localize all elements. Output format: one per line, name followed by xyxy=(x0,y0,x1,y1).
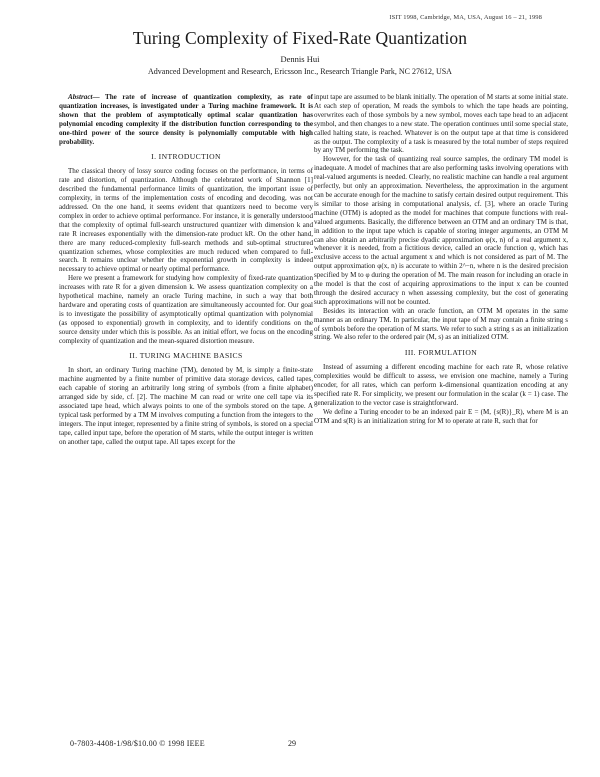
paragraph: The classical theory of lossy source coding focuses on the performance, in terms of rate and distortion, of quantization. Although the celebrated work of Shannon [1] described the fundamental performance limits of quantization, the important issue of complexity, in terms of the implementation costs of encoding and decoding, was not addressed. On the one hand, it seems evident that quantizers need to become very complex in order to achieve optimal performance. For instance, it is generally understood that the complexity of optimal full-search unstructured quantizer with dimension k and rate R increases exponentially with the dimension-rate product kR. On the other hand, there are many reduced-complexity full-search methods and sub-optimal structured quantization schemes, whose complexities are much reduced when compared to full-search. It remains unclear whether the exponential growth in complexity is indeed necessary to achieve optimal or nearly optimal performance. xyxy=(59,167,313,274)
paragraph: In short, an ordinary Turing machine (TM), denoted by M, is simply a finite-state machine augmented by a finite number of primitive data storage devices, called tapes, each capable of storing an arbitrarily long string of symbols (from a finite alphabet) arranged side by side, cf. [2]. The machine M can read or write one cell tape via its associated tape head, which always points to one of the symbols stored on the tape. A typical task performed by a TM M involves computing a function from the integers to the integers. The input integer, represented by a finite string of symbols, is stored on a special tape, called input tape, before the operation of M starts, while the output integer is written on another tape, called the output tape. All tapes except for the xyxy=(59,366,313,446)
copyright-notice: 0-7803-4408-1/98/$10.00 © 1998 IEEE xyxy=(70,739,205,748)
left-column xyxy=(59,93,313,447)
paragraph: Besides its interaction with an oracle function, an OTM M operates in the same manner as an ordinary TM. In particular, the input tape of M may contain a finite string s of symbols before the operation of M starts. We refer to such a string s as an initialization string. We also refer to the ordered pair (M, s) as an initialized OTM. xyxy=(314,306,568,342)
paragraph: input tape are assumed to be blank initially. The operation of M starts at some initial state. At each step of operation, M reads the symbols to which the tape heads are pointing, overwrites each of those symbols by a new symbol, moves each tape head to an adjacent symbol, and then changes to a new state. The operation continues until some special state, called halting state, is reached. Whatever is on the output tape at that time is considered as the output. The complexity of a task is measured by the total number of steps required by any TM performing the task. xyxy=(314,93,568,155)
paragraph: Here we present a framework for studying how complexity of fixed-rate quantization increases with rate R for a given dimension k. We assess quantization complexity on a hypothetical machine, namely an oracle Turing machine, in such a way that both hardware and operating costs of quantization are simultaneously accounted for. Our goal is to investigate the possibility of asymptotically optimal quantization with polynomial (as opposed to exponential) growth in complexity, and to identify conditions on the source density under which this is possible. As an initial effort, we focus on the encoding complexity of quantization and the mean-squared distortion measure. xyxy=(59,274,313,345)
section-heading-introduction: I. INTRODUCTION xyxy=(151,152,221,162)
abstract-text: — The rate of increase of quantization complexity, as rate of quantization increases, is investigated under a Turing machine framework. It is shown that the problem of asymptotically optimal scalar quantization has polynomial encoding complexity if the distribution function corresponding to the one-third power of the source density is polynomially computable with high probability. xyxy=(59,93,313,146)
paper-title: Turing Complexity of Fixed-Rate Quantization xyxy=(132,28,468,48)
section-heading-formulation: III. FORMULATION xyxy=(404,348,478,358)
section-heading-turing-basics: II. TURING MACHINE BASICS xyxy=(129,351,243,361)
abstract xyxy=(59,93,313,146)
conference-note: ISIT 1998, Cambridge, MA, USA, August 16 – 21, 1998 xyxy=(389,14,542,21)
paragraph: However, for the task of quantizing real source samples, the ordinary TM model is inadequate. A model of machines that are also performing tasks involving operations with real-valued arguments is needed. Clearly, no realistic machine can handle a real argument perfectly, but only an approximation. Nevertheless, the approximation in the argument can be accurate enough for the machine to satisfy certain desired output requirement. This is similar to those arising in computational analysis, cf. [3], where an oracle Turing machine (OTM) is adopted as the model for machines that compute functions with real-valued arguments. Basically, the difference between an OTM and an ordinary TM is that, in addition to the input tape which is capable of storing integer arguments, an OTM M can also obtain an arbitrarily precise dyadic approximation φ(x, n) of a real argument x, whenever it is needed, from a fictitious device, called an oracle function φ, which has exclusive access to the actual argument x and which is not considered as part of M. The output approximation φ(x, n) is accurate to within 2^−n, where n is the desired precision specified by M to φ during the operation of M. The main reason for including an oracle in the model is that the cost of acquiring approximations to the input x can be counted through the desired accuracy n when assessing complexity, but the cost of generating such approximations will not be counted. xyxy=(314,155,568,306)
paragraph: We define a Turing encoder to be an indexed pair E = (M, {s(R)}_R), where M is an OTM and s(R) is an initialization string for M to operate at rate R, such that for xyxy=(314,407,568,425)
author-name: Dennis Hui xyxy=(280,54,320,64)
right-column xyxy=(314,93,568,426)
page-number: 29 xyxy=(288,739,296,748)
author-affiliation: Advanced Development and Research, Ericsson Inc., Research Triangle Park, NC 27612, USA xyxy=(148,67,452,76)
abstract-lead: Abstract xyxy=(68,93,93,101)
paragraph: Instead of assuming a different encoding machine for each rate R, whose relative complexities would be difficult to assess, we envision one machine, namely a Turing encoder, for all rates, which can perform k-dimensional quantization encoding at any specified rate R. For simplicity, we present our formulation in the scalar (k = 1) case. The generalization to the vector case is straightforward. xyxy=(314,363,568,407)
